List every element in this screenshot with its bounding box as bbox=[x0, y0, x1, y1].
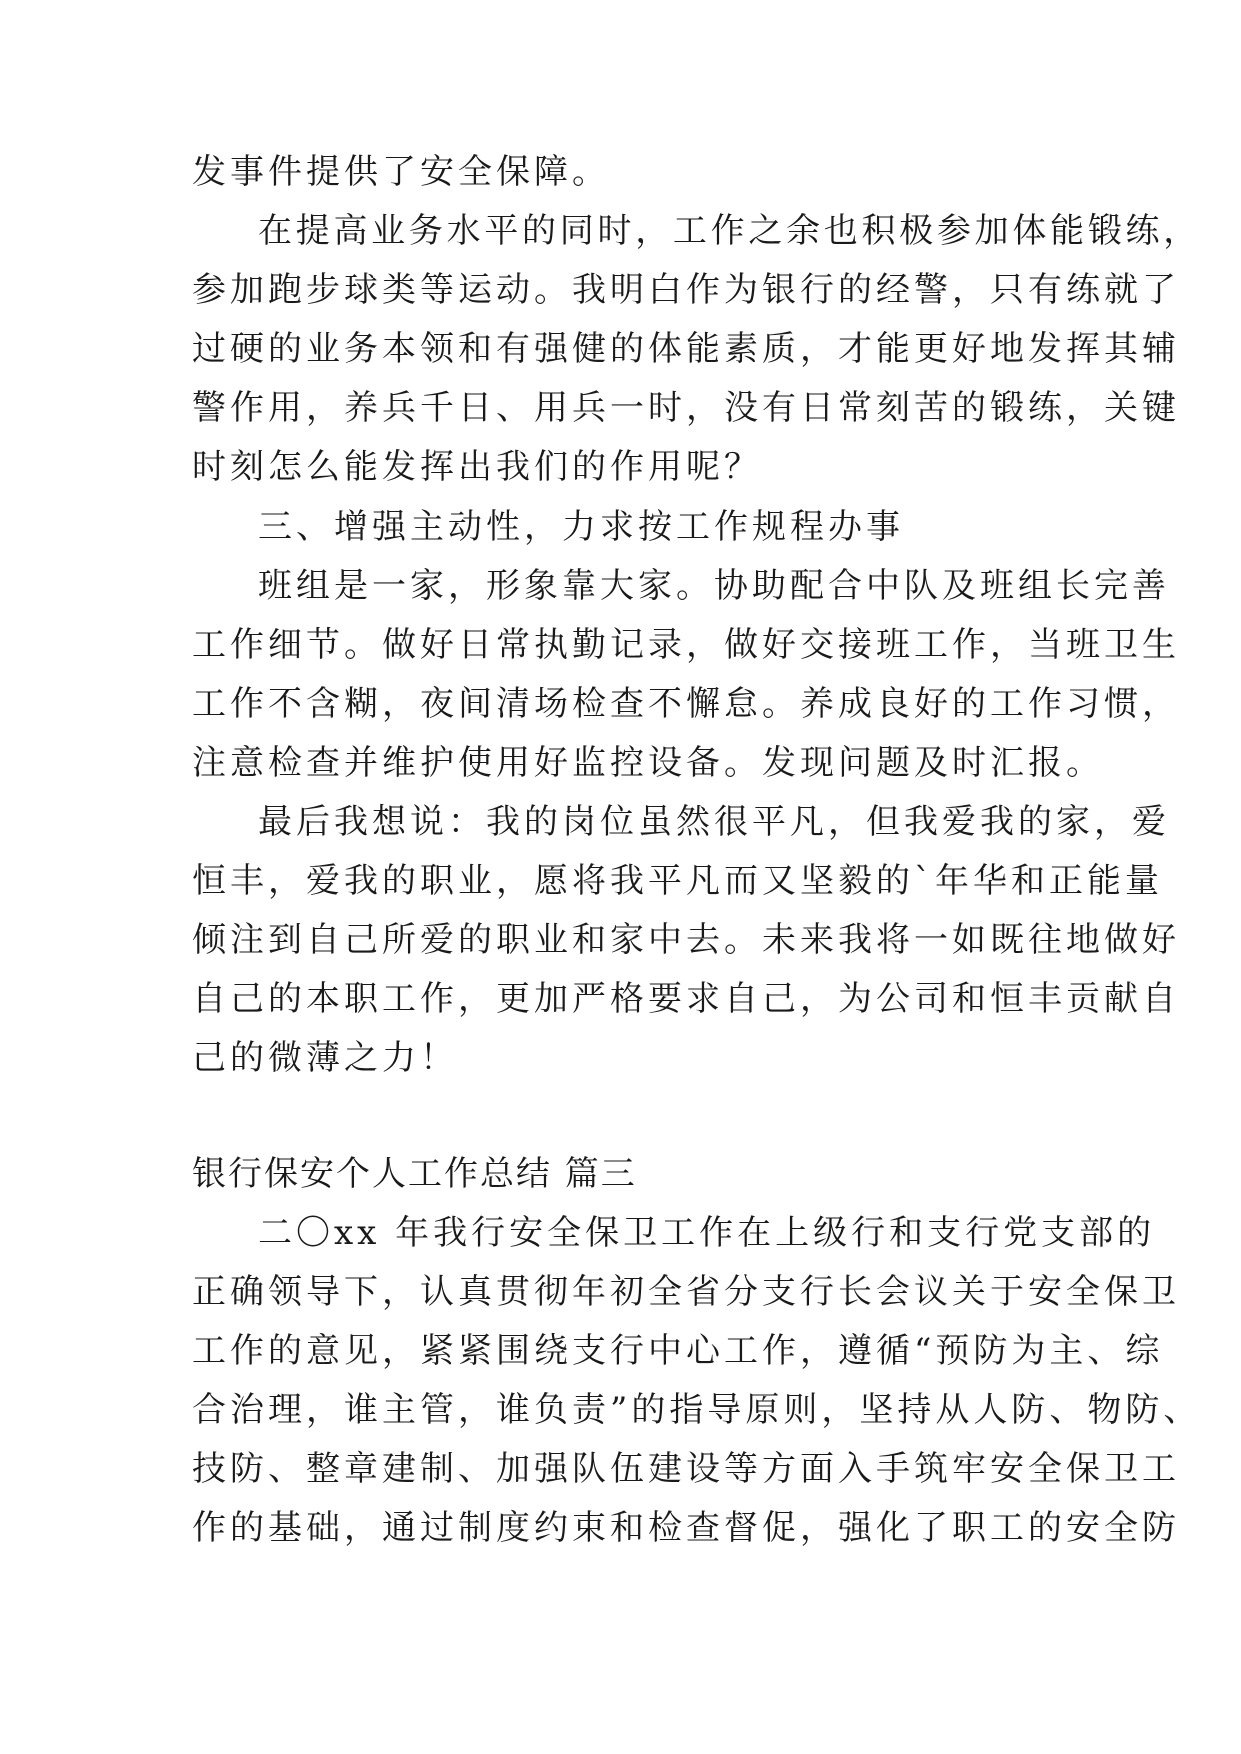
body-line: 工作不含糊，夜间清场检查不懈怠。养成良好的工作习惯， bbox=[192, 684, 1180, 724]
body-line: 发事件提供了安全保障。 bbox=[192, 152, 610, 192]
body-line: 作的基础，通过制度约束和检查督促，强化了职工的安全防 bbox=[192, 1508, 1180, 1548]
body-line: 参加跑步球类等运动。我明白作为银行的经警，只有练就了 bbox=[192, 270, 1180, 310]
body-line: 倾注到自己所爱的职业和家中去。未来我将一如既往地做好 bbox=[192, 920, 1180, 960]
body-line: 自己的本职工作，更加严格要求自己，为公司和恒丰贡献自 bbox=[192, 979, 1180, 1019]
body-line: 时刻怎么能发挥出我们的作用呢？ bbox=[192, 447, 762, 487]
body-line: 注意检查并维护使用好监控设备。发现问题及时汇报。 bbox=[192, 743, 1104, 783]
article-title: 银行保安个人工作总结 篇三 bbox=[192, 1154, 637, 1194]
body-line: 警作用，养兵千日、用兵一时，没有日常刻苦的锻练，关键 bbox=[192, 388, 1180, 428]
body-line: 恒丰，爱我的职业，愿将我平凡而又坚毅的`年华和正能量 bbox=[192, 861, 1163, 901]
body-line: 合治理，谁主管，谁负责”的指导原则，坚持从人防、物防、 bbox=[192, 1390, 1202, 1430]
body-line: 正确领导下，认真贯彻年初全省分支行长会议关于安全保卫 bbox=[192, 1272, 1180, 1312]
body-line: 在提高业务水平的同时，工作之余也积极参加体能锻练， bbox=[258, 211, 1201, 251]
body-line: 工作的意见，紧紧围绕支行中心工作，遵循“预防为主、综 bbox=[192, 1331, 1164, 1371]
body-line: 最后我想说：我的岗位虽然很平凡，但我爱我的家，爱 bbox=[258, 802, 1170, 842]
body-line: 过硬的业务本领和有强健的体能素质，才能更好地发挥其辅 bbox=[192, 329, 1180, 369]
body-line: 工作细节。做好日常执勤记录，做好交接班工作，当班卫生 bbox=[192, 625, 1180, 665]
section-heading: 三、增强主动性，力求按工作规程办事 bbox=[258, 507, 904, 547]
body-line: 技防、整章建制、加强队伍建设等方面入手筑牢安全保卫工 bbox=[192, 1449, 1180, 1489]
body-line: 班组是一家，形象靠大家。协助配合中队及班组长完善 bbox=[258, 566, 1170, 606]
body-line: 己的微薄之力！ bbox=[192, 1038, 458, 1078]
body-line: 二〇xx 年我行安全保卫工作在上级行和支行党支部的 bbox=[258, 1213, 1156, 1253]
